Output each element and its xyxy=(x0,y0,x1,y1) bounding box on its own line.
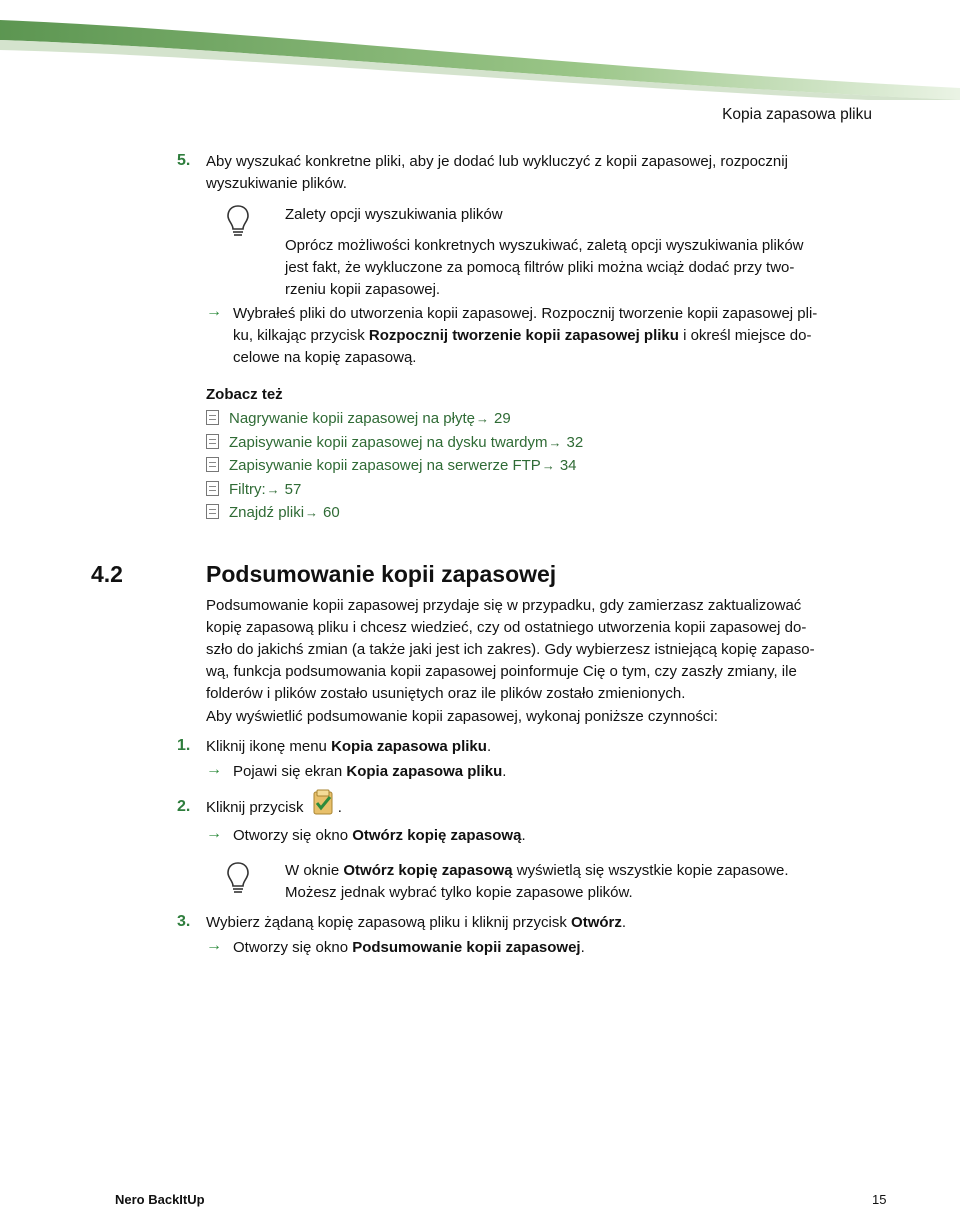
document-icon xyxy=(206,457,219,472)
tip-line: Możesz jednak wybrać tylko kopie zapasowe plików. xyxy=(285,884,633,901)
see-also-link[interactable]: Znajdź pliki xyxy=(229,504,305,521)
section-header-title: Kopia zapasowa pliku xyxy=(722,106,872,123)
see-also-page[interactable]: 29 xyxy=(493,410,511,427)
result-text: Otworzy się okno Podsumowanie kopii zapasowej. xyxy=(233,939,585,956)
see-also-link[interactable]: Nagrywanie kopii zapasowej na płytę xyxy=(229,410,475,427)
see-also-page[interactable]: 34 xyxy=(559,457,577,474)
tip-line: jest fakt, że wykluczone za pomocą filtrów pliki można wciąż dodać przy two- xyxy=(285,259,795,276)
step-text: Kliknij przycisk . xyxy=(206,797,342,819)
header-swoosh xyxy=(0,0,960,100)
see-also-link[interactable]: Zapisywanie kopii zapasowej na dysku twardym xyxy=(229,433,548,451)
see-also-item[interactable] xyxy=(206,455,583,479)
step-text xyxy=(206,151,788,195)
paragraph-line: folderów i plików zostało usuniętych oraz ile plików zostało zmienionych. xyxy=(206,685,686,702)
tip-line: W oknie Otwórz kopię zapasową wyświetlą się wszystkie kopie zapasowe. xyxy=(285,862,789,879)
result-line: ku, kilkając przycisk Rozpocznij tworzenie kopii zapasowej pliku i określ miejsce do- xyxy=(233,327,812,344)
arrow-right-icon: → xyxy=(475,411,489,426)
result-line: celowe na kopię zapasową. xyxy=(233,349,417,366)
see-also-page[interactable]: 57 xyxy=(284,480,302,498)
document-icon xyxy=(206,504,219,519)
see-also-list xyxy=(206,408,583,526)
lightbulb-icon xyxy=(226,861,250,897)
tip-box xyxy=(285,860,789,904)
see-also-link[interactable]: Zapisywanie kopii zapasowej na serwerze FTP xyxy=(229,457,541,474)
step-number: 3. xyxy=(177,913,191,930)
arrow-right-icon: → xyxy=(206,761,222,778)
step-text: Kliknij ikonę menu Kopia zapasowa pliku. xyxy=(206,738,492,755)
step-number: 5. xyxy=(177,152,191,169)
step-text: Wybierz żądaną kopię zapasową pliku i kliknij przycisk Otwórz. xyxy=(206,914,627,931)
see-also-item[interactable] xyxy=(206,432,583,456)
steps-intro: Aby wyświetlić podsumowanie kopii zapasowej, wykonaj poniższe czynności: xyxy=(206,708,718,725)
section-paragraph xyxy=(206,595,815,705)
section-title: Podsumowanie kopii zapasowej xyxy=(206,561,557,587)
page-number: 15 xyxy=(872,1192,887,1207)
tip-line: Oprócz możliwości konkretnych wyszukiwać, zaletą opcji wyszukiwania plików xyxy=(285,237,804,254)
see-also-item[interactable] xyxy=(206,408,583,432)
see-also-page[interactable]: 60 xyxy=(323,504,340,521)
footer-product: Nero BackItUp xyxy=(115,1192,205,1207)
arrow-right-icon: → xyxy=(266,481,280,497)
tip-box xyxy=(285,204,804,301)
see-also-item[interactable] xyxy=(206,479,583,503)
open-backup-icon[interactable] xyxy=(308,788,338,816)
paragraph-line: Podsumowanie kopii zapasowej przydaje się w przypadku, gdy zamierzasz zaktualizować xyxy=(206,597,802,614)
result-text xyxy=(233,303,817,369)
see-also-item[interactable] xyxy=(206,502,583,526)
arrow-right-icon: → xyxy=(206,303,222,320)
step-text-line: Aby wyszukać konkretne pliki, aby je dodać lub wykluczyć z kopii zapasowej, rozpocznij xyxy=(206,153,788,170)
section-number: 4.2 xyxy=(91,561,123,587)
tip-line: rzeniu kopii zapasowej. xyxy=(285,281,441,298)
arrow-right-icon: → xyxy=(305,505,319,520)
step-number: 1. xyxy=(177,737,191,754)
paragraph-line: szło do jakichś zmian (a także jaki jest ich zakres). Gdy wybierzesz istniejącą kopię zapaso- xyxy=(206,641,815,658)
see-also-link[interactable]: Filtry: xyxy=(229,480,266,498)
arrow-right-icon: → xyxy=(206,937,222,954)
step-text-line: wyszukiwanie plików. xyxy=(206,175,347,192)
result-line: Wybrałeś pliki do utworzenia kopii zapasowej. Rozpocznij tworzenie kopii zapasowej pli- xyxy=(233,305,818,322)
result-text: Otworzy się okno Otwórz kopię zapasową. xyxy=(233,827,526,844)
paragraph-line: wą, funkcja podsumowania kopii zapasowej poinformuje Cię o tym, czy zaszły zmiany, ile xyxy=(206,663,797,680)
document-icon xyxy=(206,481,219,496)
arrow-right-icon: → xyxy=(541,458,555,473)
document-icon xyxy=(206,410,219,425)
result-text: Pojawi się ekran Kopia zapasowa pliku. xyxy=(233,763,507,780)
step-number: 2. xyxy=(177,798,191,815)
arrow-right-icon: → xyxy=(206,825,222,842)
tip-title: Zalety opcji wyszukiwania plików xyxy=(285,206,503,223)
arrow-right-icon: → xyxy=(548,434,562,450)
paragraph-line: kopię zapasową pliku i chcesz wiedzieć, czy od ostatniego utworzenia kopii zapasowej do- xyxy=(206,619,807,636)
see-also-page[interactable]: 32 xyxy=(566,433,584,451)
see-also-title: Zobacz też xyxy=(206,386,283,403)
document-icon xyxy=(206,434,219,449)
lightbulb-icon xyxy=(226,204,250,240)
